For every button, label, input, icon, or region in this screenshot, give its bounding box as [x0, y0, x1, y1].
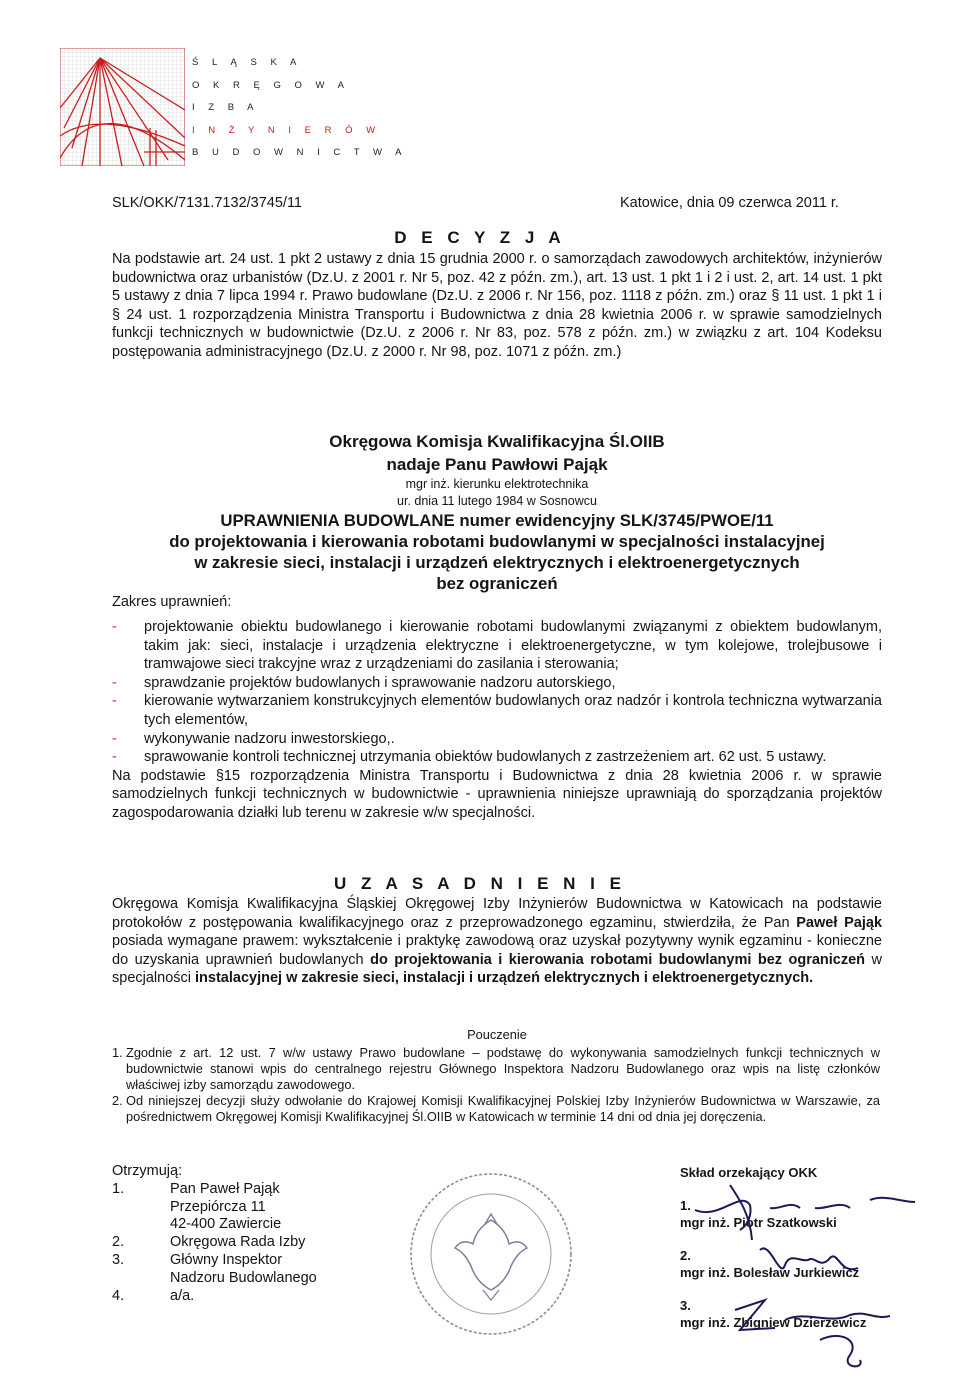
legal-basis: Na podstawie art. 24 ust. 1 pkt 2 ustawy z dnia 15 grudnia 2000 r. o samorządach zawodowych architektów, inżynierów budownictwa oraz urbanistów (Dz.U. z 2001 r. Nr 5, poz. 42 z późn. zm.), art. 13 ust. 1 pkt 1 i 2 i ust. 2, art. 14 ust. 1 pkt 5 ustawy z dnia 7 lipca 1994 r. Prawo budowlane (Dz.U. z 2006 r. Nr 156, poz. 1118 z późn. zm.) oraz § 11 ust. 1 pkt 1 i § 24 ust. 1 rozporządzenia Ministra Transportu i Budownictwa z dnia 28 kwietnia 2006 r. w sprawie samodzielnych funkcji technicznych w budownictwie (Dz.U. z 2006 r. Nr 83, poz. 578 z późn. zm.) w związku z art. 104 Kodeksu postępowania administracyjnego (Dz.U. z 2000 r. Nr 98, poz. 1071 z późn. zm.)	[112, 251, 882, 360]
recipient-num: 2.	[112, 1234, 125, 1251]
license-scope-2: w zakresie sieci, instalacji i urządzeń elektrycznych i elektroenergetycznych	[194, 553, 800, 572]
justification-text	[112, 895, 882, 988]
license-number: UPRAWNIENIA BUDOWLANE numer ewidencyjny SLK/3745/PWOE/11	[220, 511, 774, 530]
justification-bold-2: instalacyjnej w zakresie sieci, instalacji i urządzeń elektrycznych i elektroenergetycznych.	[195, 970, 814, 987]
recipient-text: Nadzoru Budowlanego	[170, 1269, 317, 1286]
issue-date: Katowice, dnia 09 czerwca 2011 r.	[620, 195, 839, 211]
signature-3	[735, 1300, 890, 1330]
reference-number: SLK/OKK/7131.7132/3745/11	[112, 195, 302, 211]
board-member-name: mgr inż. Zbigniew Dzierżewicz	[680, 1315, 867, 1330]
scope-item: - wykonywanie nadzoru inwestorskiego,.	[112, 730, 882, 749]
recipient-text: 42-400 Zawiercie	[170, 1216, 282, 1233]
instruction-block	[112, 1045, 880, 1125]
stamp-eagle-icon	[405, 1168, 577, 1340]
signature-2	[760, 1248, 858, 1269]
degree: mgr inż. kierunku elektrotechnika	[405, 477, 589, 491]
chamber-logo	[60, 48, 185, 166]
board-member-name: mgr inż. Bolesław Jurkiewicz	[680, 1265, 860, 1280]
board-num-1: 1.	[680, 1198, 691, 1213]
recipient-text: Pan Paweł Pająk	[170, 1180, 280, 1197]
recipient-text: Okręgowa Rada Izby	[170, 1234, 306, 1251]
justification-part-3: w specjalności	[112, 951, 882, 987]
board-member-name: mgr inż. Piotr Szatkowski	[680, 1215, 837, 1230]
chamber-name	[192, 52, 407, 165]
signatures	[690, 1180, 920, 1380]
instruction-list	[112, 1045, 880, 1125]
board-title: Skład orzekający OKK	[680, 1165, 818, 1180]
instruction-text: Od niniejszej decyzji służy odwołanie do Krajowej Komisji Kwalifikacyjnej Polskiej Izby Inżynierów Budownictwa w Warszawie, za pośrednictwem Okręgowej Komisji Kwalifikacyjnej Śl.OIIB w Katowicach w terminie 14 dni od dnia jej doręczenia.	[126, 1093, 880, 1124]
commission-name: Okręgowa Komisja Kwalifikacyjna Śl.OIIB	[329, 432, 665, 451]
scope-note: Na podstawie §15 rozporządzenia Ministra Transportu i Budownictwa z dnia 28 kwietnia 2006 r. w sprawie samodzielnych funkcji technicznych w budownictwie - uprawnienia niniejsze uprawniają do sporządzania projektów zagospodarowania działki lub terenu w zakresie w/w specjalności.	[112, 767, 882, 821]
birth-info: ur. dnia 11 lutego 1984 w Sosnowcu	[397, 494, 597, 508]
justification-part-2: posiada wymagane prawem: wykształcenie i praktykę zawodową oraz uzyskał pozytywny wynik egzaminu - konieczne do uzyskania uprawnień budowlanych	[112, 933, 882, 968]
recipient-text: a/a.	[170, 1287, 195, 1304]
scope-item: - kierowanie wytwarzaniem konstrukcyjnych elementów budowlanych oraz nadzór i kontrola techniczna wytwarzania tych elementów,	[112, 692, 882, 729]
instruction-num: 2.	[112, 1093, 123, 1108]
justification-bold-1: do projektowania i kierowania robotami budowlanymi bez ograniczeń	[370, 951, 866, 968]
recipient-num: 3.	[112, 1251, 125, 1268]
board-num-3: 3.	[680, 1298, 691, 1313]
board-num-2: 2.	[680, 1248, 691, 1263]
logo-line-2: O K R Ę G O W A	[192, 79, 350, 91]
instruction-item	[112, 1093, 880, 1125]
scope-item: - sprawdzanie projektów budowlanych i sprawowanie nadzoru autorskiego,	[112, 674, 882, 693]
signature-3-tail	[820, 1336, 861, 1366]
license-scope-1: do projektowania i kierowania robotami budowlanymi w specjalności instalacyjnej	[169, 532, 825, 551]
scope-item: - sprawowanie kontroli technicznej utrzymania obiektów budowlanych z zastrzeżeniem art. 62 ust. 5 ustawy.	[112, 748, 882, 767]
logo-line-4: I N Ż Y N I E R Ó W	[192, 124, 381, 136]
logo-line-3: I Z B A	[192, 102, 260, 113]
scope-item: - projektowanie obiektu budowlanego i kierowanie robotami budowlanymi związanymi z obiektem budowlanym, takim jak: sieci, instalacje i urządzenia elektryczne i elektroenergetyczne, w tym kolejowe, trolejbusowe i tramwajowe sieci trakcyjne wraz z urządzeniami do zasilania i sterowania;	[112, 618, 882, 674]
scope-list-block	[112, 618, 882, 823]
license-scope-3: bez ograniczeń	[436, 574, 558, 593]
recipient-num: 1.	[112, 1180, 125, 1197]
recipient-num: 4.	[112, 1287, 125, 1304]
grant-recipient: nadaje Panu Pawłowi Pająk	[386, 455, 608, 474]
logo-line-5: B U D O W N I C T W A	[192, 147, 407, 158]
recipients-title-text: Otrzymują:	[112, 1163, 183, 1179]
instruction-title: Pouczenie	[467, 1027, 527, 1042]
decision-title: D E C Y Z J A	[394, 228, 566, 247]
justification-title: U Z A S A D N I E N I E	[334, 874, 626, 893]
recipient-text: Główny Inspektor	[170, 1251, 283, 1268]
instruction-text: Zgodnie z art. 12 ust. 7 w/w ustawy Prawo budowlane – podstawę do wykonywania samodzielnych funkcji technicznych w budownictwie stanowi wpis do centralnego rejestru Głównego Inspektora Nadzoru Budowlanego oraz wpis na listę członków właściwej izby samorządu zawodowego.	[126, 1045, 880, 1092]
justification-part-1: Okręgowa Komisja Kwalifikacyjna Śląskiej Okręgowej Izby Inżynierów Budownictwa w Katowicach na podstawie protokołów z postępowania kwalifikacyjnego oraz z przeprowadzonego egzaminu, stwierdziła, że Pan	[112, 896, 882, 931]
scope-label: Zakres uprawnień:	[112, 594, 232, 610]
signature-1-tail	[770, 1198, 915, 1209]
official-stamp	[405, 1168, 577, 1340]
recipient-text: Przepiórcza 11	[170, 1198, 266, 1215]
applicant-name: Paweł Pająk	[796, 914, 883, 931]
chamber-logo-graphic	[60, 48, 185, 166]
logo-line-1: Ś L Ą S K A	[192, 57, 302, 68]
instruction-num: 1.	[112, 1045, 123, 1060]
signature-1	[695, 1185, 752, 1240]
scope-list	[112, 618, 882, 767]
instruction-item	[112, 1045, 880, 1093]
